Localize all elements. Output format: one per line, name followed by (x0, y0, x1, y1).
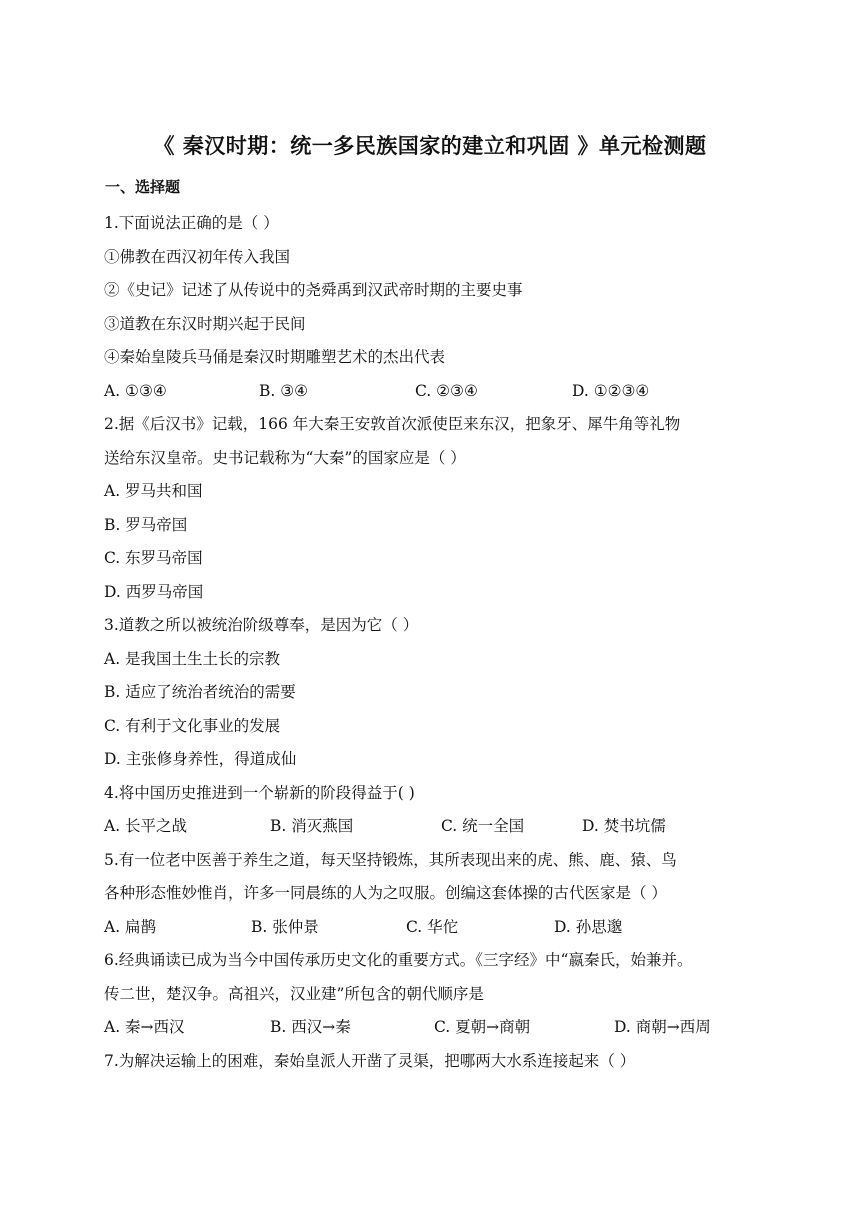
question-5-stem-line-1: 5.有一位老中医善于养生之道，每天坚持锻炼，其所表现出来的虎、熊、鹿、猿、鸟 (104, 850, 677, 869)
question-3-option-a: A. 是我国土生土长的宗教 (104, 649, 281, 668)
question-4-option-c: C. 统一全国 (441, 817, 525, 835)
question-5-option-d: D. 孙思邈 (554, 917, 623, 936)
page-title: 《 秦汉时期：统一多民族国家的建立和巩固 》单元检测题 (153, 133, 707, 158)
question-2-stem-line-1: 2.据《后汉书》记载，166 年大秦王安敦首次派使臣来东汉，把象牙、犀牛角等礼物 (104, 415, 681, 433)
question-6-stem-line-2: 传二世，楚汉争。高祖兴，汉业建”所包含的朝代顺序是 (104, 984, 484, 1003)
question-3-option-b: B. 适应了统治者统治的需要 (104, 683, 296, 701)
question-7-stem: 7.为解决运输上的困难，秦始皇派人开凿了灵渠，把哪两大水系连接起来（ ） (104, 1051, 636, 1070)
section-heading: 一、选择题 (105, 178, 181, 196)
question-2-option-b: B. 罗马帝国 (104, 515, 188, 534)
question-6-stem-line-1: 6.经典诵读已成为当今中国传承历史文化的重要方式。《三字经》中“嬴秦氏，始兼并。 (104, 951, 693, 969)
question-6-option-c: C. 夏朝→商朝 (434, 1018, 531, 1036)
question-4-option-a: A. 长平之战 (104, 817, 188, 835)
question-5-options (104, 911, 764, 945)
question-4-option-b: B. 消灭燕国 (270, 817, 354, 835)
question-3-option-d: D. 主张修身养性，得道成仙 (104, 750, 297, 768)
question-2-stem-line-2: 送给东汉皇帝。史书记载称为“大秦”的国家应是（ ） (104, 448, 466, 467)
question-1-item-3: ③道教在东汉时期兴起于民间 (104, 314, 306, 333)
question-3-option-c: C. 有利于文化事业的发展 (104, 716, 281, 735)
question-6-option-d: D. 商朝→西周 (614, 1018, 711, 1036)
question-1-option-c: C. ②③④ (415, 381, 478, 400)
question-4-stem: 4.将中国历史推进到一个崭新的阶段得益于( ) (104, 783, 415, 802)
question-list (104, 207, 764, 1078)
question-4-options (104, 810, 764, 844)
question-4-option-d: D. 焚书坑儒 (582, 817, 666, 835)
question-1-item-1: ①佛教在西汉初年传入我国 (104, 247, 291, 266)
question-3-stem: 3.道教之所以被统治阶级尊奉，是因为它（ ） (104, 616, 419, 634)
question-5-option-a: A. 扁鹊 (104, 917, 157, 936)
question-6-options (104, 1011, 764, 1045)
question-2-option-c: C. 东罗马帝国 (104, 549, 203, 567)
question-1-option-d: D. ①②③④ (572, 381, 650, 400)
question-6-option-b: B. 西汉→秦 (270, 1018, 351, 1036)
question-1-stem: 1.下面说法正确的是（ ） (104, 214, 279, 232)
question-5-stem-line-2: 各种形态惟妙惟肖，许多一同晨练的人为之叹服。创编这套体操的古代医家是（ ） (104, 884, 667, 902)
question-1-item-2: ②《史记》记述了从传说中的尧舜禹到汉武帝时期的主要史事 (104, 281, 523, 299)
question-1-option-a: A. ①③④ (104, 381, 167, 400)
question-2-option-d: D. 西罗马帝国 (104, 582, 204, 601)
question-6-option-a: A. 秦→西汉 (104, 1018, 185, 1036)
question-1-option-b: B. ③④ (259, 381, 309, 400)
question-1-item-4: ④秦始皇陵兵马俑是秦汉时期雕塑艺术的杰出代表 (104, 348, 446, 366)
question-5-option-b: B. 张仲景 (251, 917, 319, 936)
question-1-options (104, 375, 764, 409)
question-2-option-a: A. 罗马共和国 (104, 482, 203, 500)
question-5-option-c: C. 华佗 (406, 917, 459, 936)
